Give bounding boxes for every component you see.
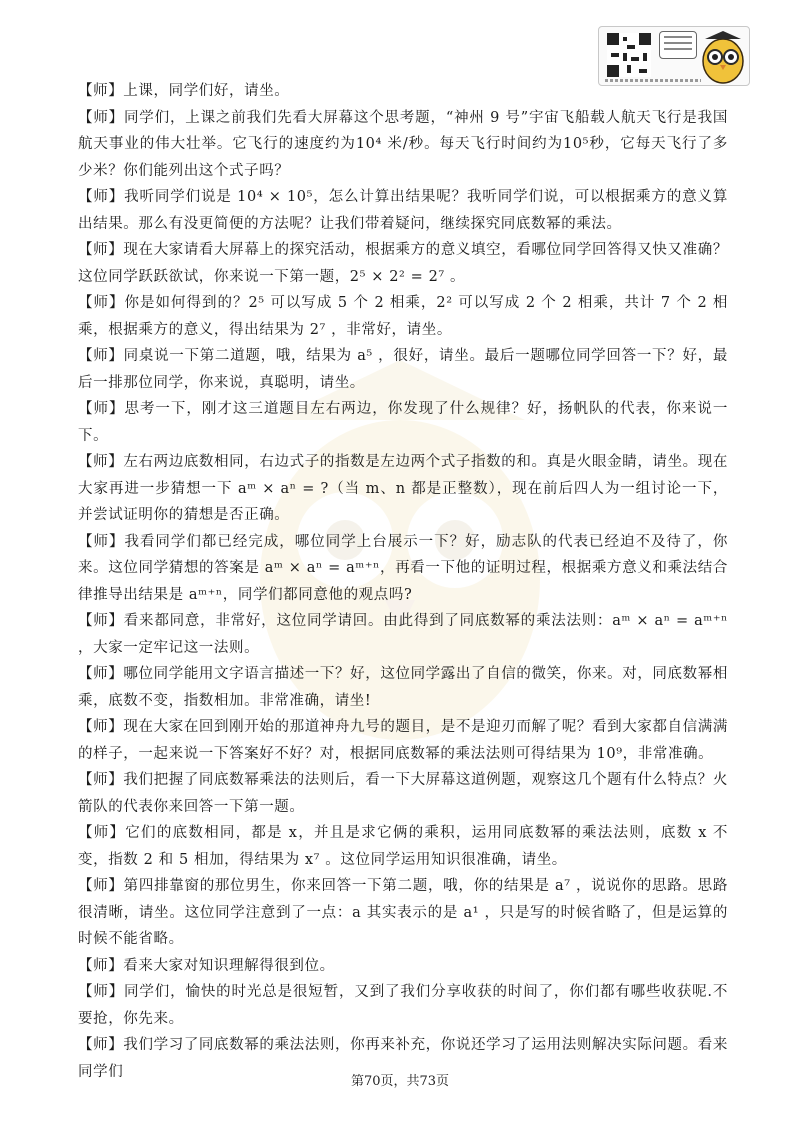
paragraph: 【师】现在大家在回到刚开始的那道神舟九号的题目，是不是迎刃而解了呢？看到大家都自信满满的样子，一起来说一下答案好不好？对，根据同底数幂的乘法法则可得结果为 10⁹，非常准确。	[78, 719, 728, 762]
qr-code-icon	[607, 33, 651, 77]
page-number: 第70页，共73页	[350, 1074, 450, 1089]
paragraph: 【师】哪位同学能用文字语言描述一下？好，这位同学露出了自信的微笑，你来。对，同底数幂相乘，底数不变，指数相加。非常准确，请坐!	[78, 666, 728, 709]
paragraph: 【师】看来都同意，非常好，这位同学请回。由此得到了同底数幂的乘法法则：aᵐ × aⁿ = aᵐ⁺ⁿ ，大家一定牢记这一法则。	[78, 613, 728, 656]
paragraph: 【师】它们的底数相同，都是 x，并且是求它俩的乘积，运用同底数幂的乘法法则，底数 x 不变，指数 2 和 5 相加，得结果为 x⁷ 。这位同学运用知识很准确，请坐。	[78, 825, 728, 868]
paragraph: 【师】同桌说一下第二道题，哦，结果为 a⁵ ，很好，请坐。最后一题哪位同学回答一下？好，最后一排那位同学，你来说，真聪明，请坐。	[78, 348, 728, 391]
paragraph: 【师】现在大家请看大屏幕上的探究活动，根据乘方的意义填空，看哪位同学回答得又快又准确？这位同学跃跃欲试，你来说一下第一题，2⁵ × 2² = 2⁷ 。	[78, 242, 728, 285]
paragraph: 【师】第四排靠窗的那位男生，你来回答一下第二题，哦，你的结果是 a⁷ ，说说你的思路。思路很清晰，请坐。这位同学注意到了一点：a 其实表示的是 a¹ ，只是写的时候省略了，但是运算的时候不能省略。	[78, 878, 728, 947]
paragraph: 【师】看来大家对知识理解得很到位。	[78, 957, 335, 974]
paragraph: 【师】上课，同学们好，请坐。	[78, 83, 290, 99]
paragraph: 【师】你是如何得到的？2⁵ 可以写成 5 个 2 相乘，2² 可以写成 2 个 2 相乘，共计 7 个 2 相乘，根据乘方的意义，得出结果为 2⁷ ，非常好，请坐。	[78, 295, 728, 338]
paragraph: 【师】左右两边底数相同，右边式子的指数是左边两个式子指数的和。真是火眼金睛，请坐。现在大家再进一步猜想一下 aᵐ × aⁿ = ?（当 m、n 都是正整数），现在前后四人为一组讨论一下，并尝试证明你的猜想是否正确。	[78, 454, 728, 523]
paragraph: 【师】同学们，愉快的时光总是很短暂，又到了我们分享收获的时间了，你们都有哪些收获呢.不要抢，你先来。	[78, 984, 728, 1027]
paragraph: 【师】思考一下，刚才这三道题目左右两边，你发现了什么规律？好，扬帆队的代表，你来说一下。	[78, 401, 728, 444]
speech-bubble-icon	[659, 31, 697, 59]
paragraph: 【师】我听同学们说是 10⁴ × 10⁵，怎么计算出结果呢？我听同学们说，可以根据乘方的意义算出结果。那么有没更简便的方法呢？让我们带着疑问，继续探究同底数幂的乘法。	[78, 189, 728, 232]
paragraph: 【师】我们把握了同底数幂乘法的法则后，看一下大屏幕这道例题，观察这几个题有什么特点？火箭队的代表你来回答一下第一题。	[78, 772, 728, 815]
owl-mascot-icon	[697, 29, 749, 85]
paragraph: 【师】同学们，上课之前我们先看大屏幕这个思考题，“神州 9 号”宇宙飞船载人航天飞行是我国航天事业的伟大壮举。它飞行的速度约为10⁴ 米/秒。每天飞行时间约为10⁵秒，它每天飞行了多少米？你们能列出这个式子吗？	[78, 109, 728, 179]
paragraph: 【师】我们学习了同底数幂的乘法法则，你再来补充，你说还学习了运用法则解决实际问题。看来同学们	[78, 1037, 728, 1080]
lesson-transcript	[78, 78, 728, 1085]
logo-badge	[598, 26, 750, 86]
paragraph: 【师】我看同学们都已经完成，哪位同学上台展示一下？好，励志队的代表已经迫不及待了，你来。这位同学猜想的答案是 aᵐ × aⁿ = aᵐ⁺ⁿ，再看一下他的证明过程，根据乘方意义和乘法结合律推导出结果是 aᵐ⁺ⁿ，同学们都同意他的观点吗?	[78, 533, 728, 603]
